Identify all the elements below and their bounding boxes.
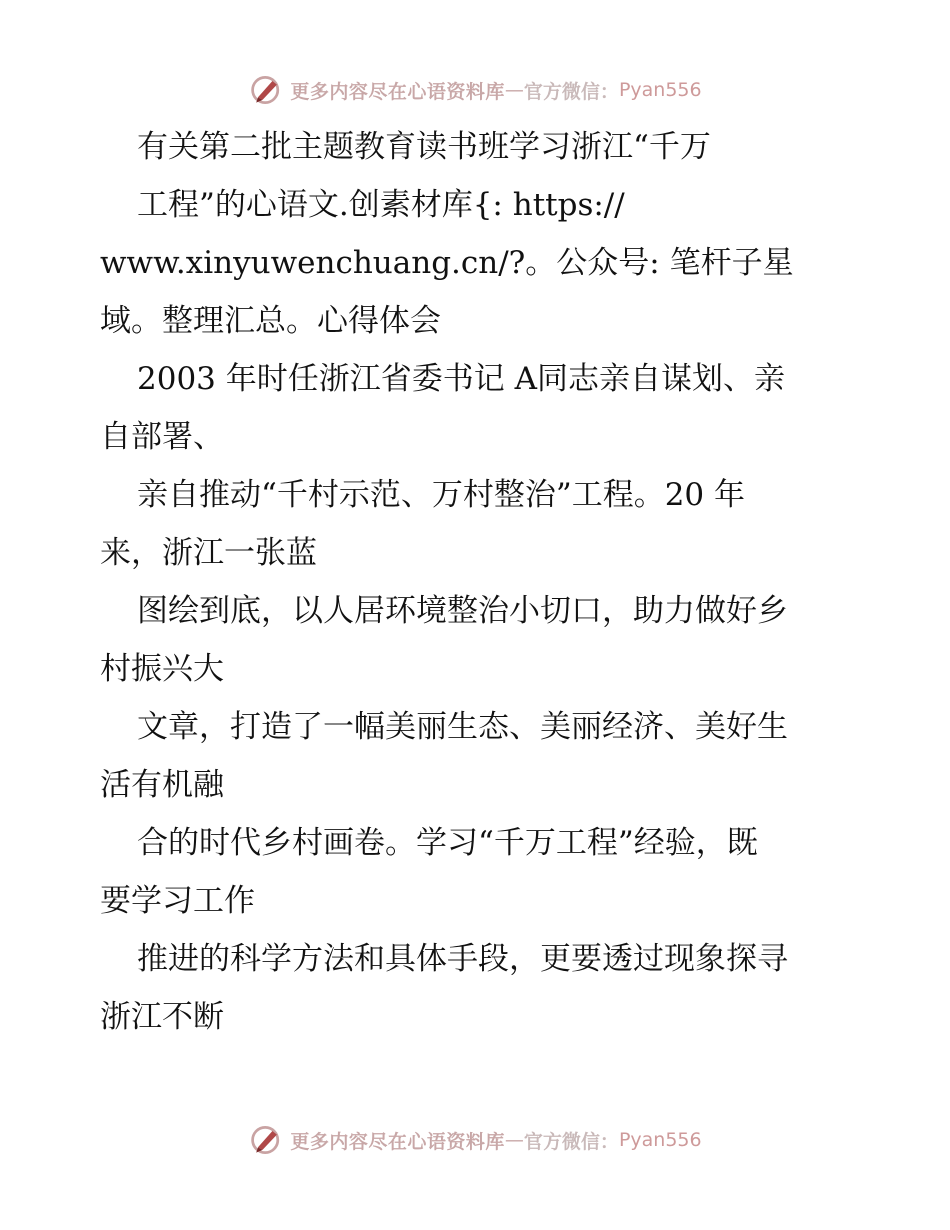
watermark-wechat-id: Pyan556 xyxy=(618,1129,702,1151)
text-line: 来，浙江一张蓝 xyxy=(100,535,317,571)
document-body xyxy=(100,118,860,1046)
watermark-dash: — xyxy=(504,79,524,101)
text-line: 亲自推动“千村示范、万村整治”工程。20 年 xyxy=(137,477,745,513)
text-line: 工程”的心语文.创素材库{: https:// xyxy=(137,187,625,223)
text-line: 图绘到底，以人居环境整治小切口，助力做好乡 xyxy=(137,593,788,629)
pen-logo-icon xyxy=(248,72,286,108)
header-watermark xyxy=(0,70,950,110)
text-line: 2003 年时任浙江省委书记 A同志亲自谋划、亲 xyxy=(137,361,785,397)
text-line: 合的时代乡村画卷。学习“千万工程”经验，既 xyxy=(137,825,758,861)
watermark-text: 更多内容尽在心语资料库 xyxy=(290,1130,505,1153)
text-line: 自部署、 xyxy=(100,419,224,455)
watermark-text: 更多内容尽在心语资料库 xyxy=(290,80,505,103)
text-line: 浙江不断 xyxy=(100,999,224,1035)
watermark-dash: — xyxy=(504,1129,524,1151)
watermark-wechat-label: 官方微信： xyxy=(523,1130,619,1153)
text-line: 村振兴大 xyxy=(100,651,224,687)
text-line: 推进的科学方法和具体手段，更要透过现象探寻 xyxy=(137,941,788,977)
watermark-wechat-id: Pyan556 xyxy=(618,79,702,101)
watermark-wechat-label: 官方微信： xyxy=(523,80,619,103)
text-line: 活有机融 xyxy=(100,767,224,803)
footer-watermark xyxy=(0,1120,950,1160)
text-line: 要学习工作 xyxy=(100,883,255,919)
text-line: 有关第二批主题教育读书班学习浙江“千万 xyxy=(137,129,711,165)
text-line: www.xinyuwenchuang.cn/?。公众号: 笔杆子星 xyxy=(100,245,794,281)
text-line: 域。整理汇总。心得体会 xyxy=(100,303,441,339)
pen-logo-icon xyxy=(248,1122,286,1158)
text-line: 文章，打造了一幅美丽生态、美丽经济、美好生 xyxy=(137,709,788,745)
